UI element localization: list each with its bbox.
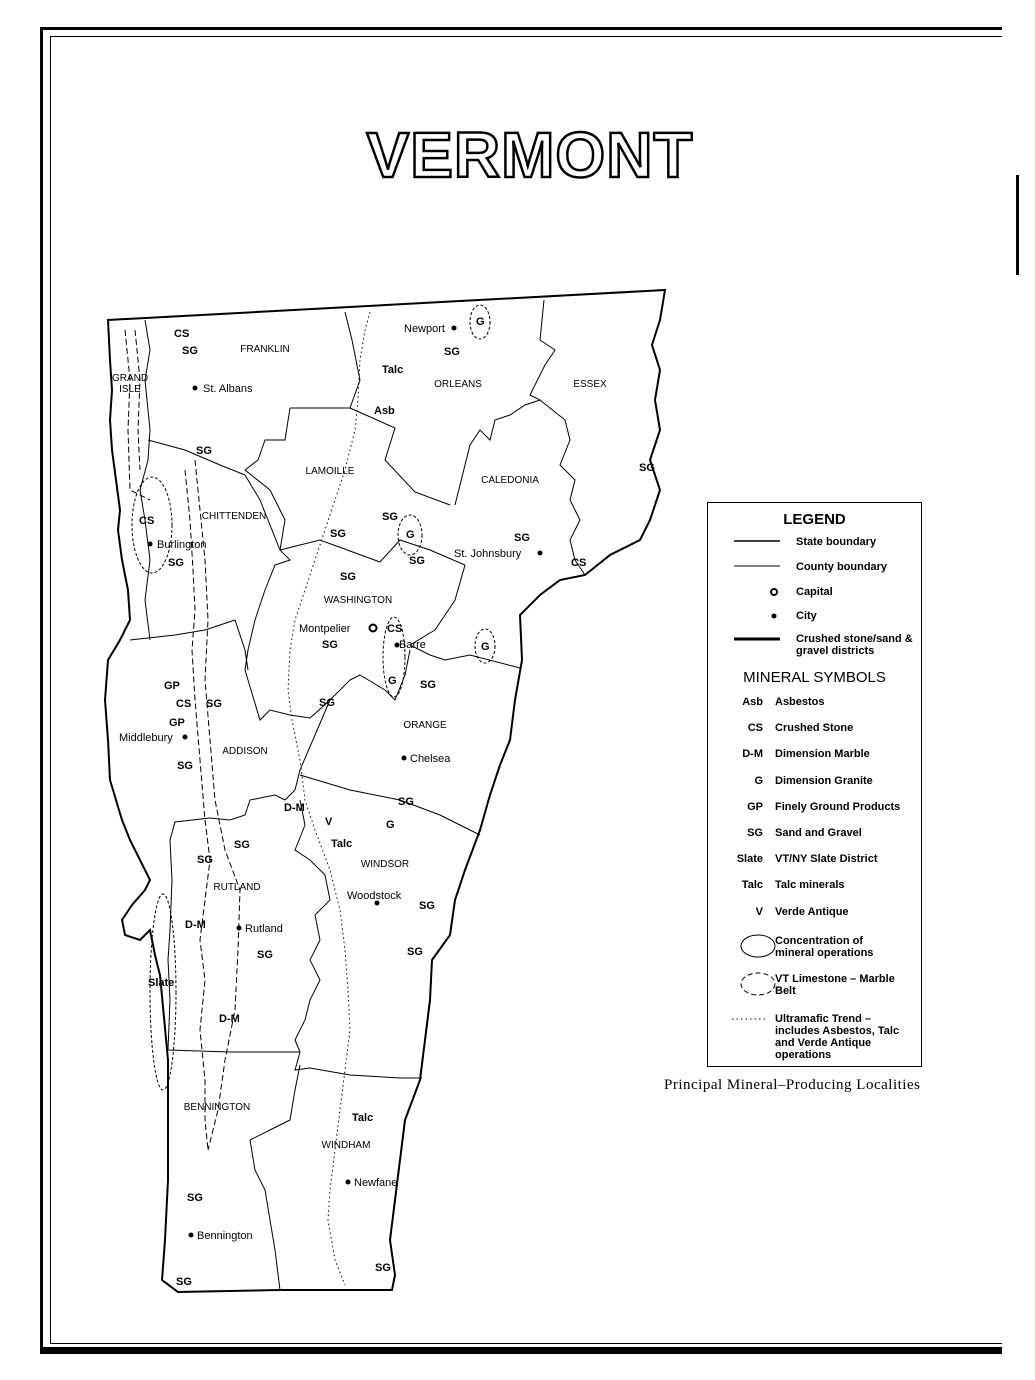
city-dot (148, 542, 153, 547)
mineral-sg: SG (444, 346, 460, 358)
county-bennington: BENNINGTON (183, 1102, 251, 1113)
legend-ultramafic (708, 1011, 921, 1066)
mineral-code: V (755, 905, 763, 918)
county-lamoille: LAMOILLE (305, 466, 355, 477)
city-newport: Newport (404, 323, 445, 335)
mineral-sg: SG (177, 760, 193, 772)
city-dot (183, 735, 188, 740)
county-rutland: RUTLAND (213, 882, 261, 893)
mineral-dm: D-M (284, 802, 305, 814)
mineral-name: Dimension Marble (775, 748, 870, 761)
mineral-cs: CS (176, 698, 192, 710)
city-bennington: Bennington (197, 1230, 253, 1242)
city-woodstock: Woodstock (347, 890, 402, 902)
mineral-g: G (386, 819, 395, 831)
legend-concentration (708, 933, 921, 963)
county-orleans: ORLEANS (434, 379, 482, 390)
legend-limestone (708, 971, 921, 1001)
mineral-name: Sand and Gravel (775, 827, 862, 839)
city-rutland: Rutland (245, 923, 283, 935)
mineral-name: VT/NY Slate District (775, 853, 878, 866)
county-addison: ADDISON (222, 746, 268, 757)
mineral-sg: SG (420, 679, 436, 691)
mineral-sg: SG (330, 528, 346, 540)
ultramafic-dots-icon (730, 1015, 770, 1023)
mineral-sg: SG (197, 854, 213, 866)
mineral-sg: SG (196, 445, 212, 457)
city-dot (452, 326, 457, 331)
mineral-name: Dimension Granite (775, 774, 873, 787)
city-middlebury: Middlebury (119, 732, 173, 744)
legend-capital (708, 584, 921, 604)
mineral-code: Talc (741, 879, 763, 892)
mineral-name: Asbestos (775, 696, 825, 708)
legend-districts (708, 631, 921, 659)
concentration-oval-icon (738, 933, 778, 959)
city-dot (193, 386, 198, 391)
county-grand-isle-2: ISLE (119, 384, 141, 395)
county-grand-isle-1: GRAND (111, 373, 149, 384)
legend-state-boundary-label: State boundary (796, 536, 877, 548)
legend-box (707, 502, 922, 1067)
county-caledonia: CALEDONIA (481, 475, 539, 486)
mineral-slate: Slate (148, 977, 175, 989)
mineral-cs: CS (387, 623, 403, 635)
mineral-dm: D-M (219, 1013, 240, 1025)
mineral-sg: SG (206, 698, 222, 710)
city-dot (237, 926, 242, 931)
mineral-sg: SG (514, 532, 530, 544)
mineral-code: G (754, 774, 763, 787)
mineral-name: Crushed Stone (775, 722, 854, 735)
city-montpelier: Montpelier (299, 623, 351, 635)
city-labels (119, 323, 543, 1242)
capital-marker (370, 625, 377, 632)
mineral-name: Verde Antique (775, 905, 849, 918)
city-burlington: Burlington (157, 539, 207, 551)
legend-county-boundary (708, 559, 921, 579)
mineral-sg: SG (319, 697, 335, 709)
legend-state-boundary (708, 534, 921, 554)
mineral-code: SG (747, 827, 763, 839)
mineral-sg: SG (182, 345, 198, 357)
mineral-sg: SG (187, 1192, 203, 1204)
mineral-symbols-title: MINERAL SYMBOLS (743, 669, 886, 686)
legend-limestone-label: VT Limestone – Marble Belt (775, 973, 895, 997)
mineral-g: G (476, 316, 485, 328)
mineral-asb: Asb (374, 405, 395, 417)
county-chittenden: CHITTENDEN (201, 511, 267, 522)
mineral-code: CS (747, 722, 763, 735)
mineral-sg: SG (340, 571, 356, 583)
mineral-gp: GP (169, 717, 185, 729)
mineral-talc: Talc (382, 364, 404, 376)
state-boundary (105, 290, 665, 1292)
mineral-g: G (406, 529, 415, 541)
district-line-icon (732, 633, 782, 645)
mineral-cs: CS (174, 328, 190, 340)
mineral-sg: SG (409, 555, 425, 567)
legend-districts-label: Crushed stone/sand & gravel districts (796, 633, 913, 657)
legend-ultramafic-label: Ultramafic Trend – includes Asbestos, Talc and Verde Antique operations (775, 1013, 900, 1061)
mineral-cs: CS (139, 515, 155, 527)
county-boundary-line-icon (732, 561, 782, 571)
mineral-sg: SG (234, 839, 250, 851)
mineral-gp: GP (164, 680, 180, 692)
mineral-g: G (388, 675, 397, 687)
mineral-sg: SG (419, 900, 435, 912)
county-washington: WASHINGTON (323, 595, 393, 606)
county-windsor: WINDSOR (360, 859, 410, 870)
mineral-sg: SG (322, 639, 338, 651)
mineral-name: Talc minerals (775, 879, 845, 892)
map-caption: Principal Mineral–Producing Localities (664, 1077, 921, 1093)
county-orange: ORANGE (403, 720, 447, 731)
city-dot (346, 1180, 351, 1185)
mineral-code: D-M (742, 748, 763, 761)
mineral-sg: SG (257, 949, 273, 961)
legend-concentration-label: Concentration of mineral operations (775, 935, 874, 959)
mineral-dm: D-M (185, 919, 206, 931)
state-boundary-line-icon (732, 536, 782, 546)
county-windham: WINDHAM (321, 1140, 371, 1151)
mineral-code: Slate (736, 853, 763, 866)
city-st-albans: St. Albans (203, 383, 253, 395)
county-essex: ESSEX (573, 379, 607, 390)
mineral-talc: Talc (331, 838, 353, 850)
mineral-g: G (481, 641, 490, 653)
city-dot (538, 551, 543, 556)
city-dot-icon (732, 610, 782, 622)
county-franklin: FRANKLIN (240, 344, 290, 355)
mineral-sg: SG (639, 462, 655, 474)
mineral-sg: SG (176, 1276, 192, 1288)
legend-title: LEGEND (783, 511, 846, 528)
mineral-name: Finely Ground Products (775, 800, 901, 813)
mineral-sg: SG (168, 557, 184, 569)
legend-county-boundary-label: County boundary (796, 561, 888, 573)
mineral-code: GP (747, 800, 763, 813)
county-labels (112, 344, 607, 1151)
city-dot (189, 1233, 194, 1238)
mineral-talc: Talc (352, 1112, 374, 1124)
city-chelsea: Chelsea (410, 753, 451, 765)
limestone-oval-icon (738, 971, 778, 997)
mineral-v: V (325, 816, 333, 828)
mineral-sg: SG (407, 946, 423, 958)
mineral-sg: SG (375, 1262, 391, 1274)
legend-city-label: City (796, 610, 817, 622)
mineral-labels (139, 316, 655, 1288)
legend-capital-label: Capital (796, 586, 833, 598)
city-dot (402, 756, 407, 761)
mineral-sg: SG (398, 796, 414, 808)
legend-city (708, 608, 921, 628)
mineral-sg: SG (382, 511, 398, 523)
city-newfane: Newfane (354, 1177, 398, 1189)
capital-icon (732, 586, 782, 598)
mineral-code: Asb (742, 696, 763, 708)
mineral-cs: CS (571, 557, 587, 569)
city-st-johnsbury: St. Johnsbury (454, 548, 522, 560)
map-title: VERMONT (366, 119, 694, 191)
city-barre: Barre (399, 639, 426, 651)
